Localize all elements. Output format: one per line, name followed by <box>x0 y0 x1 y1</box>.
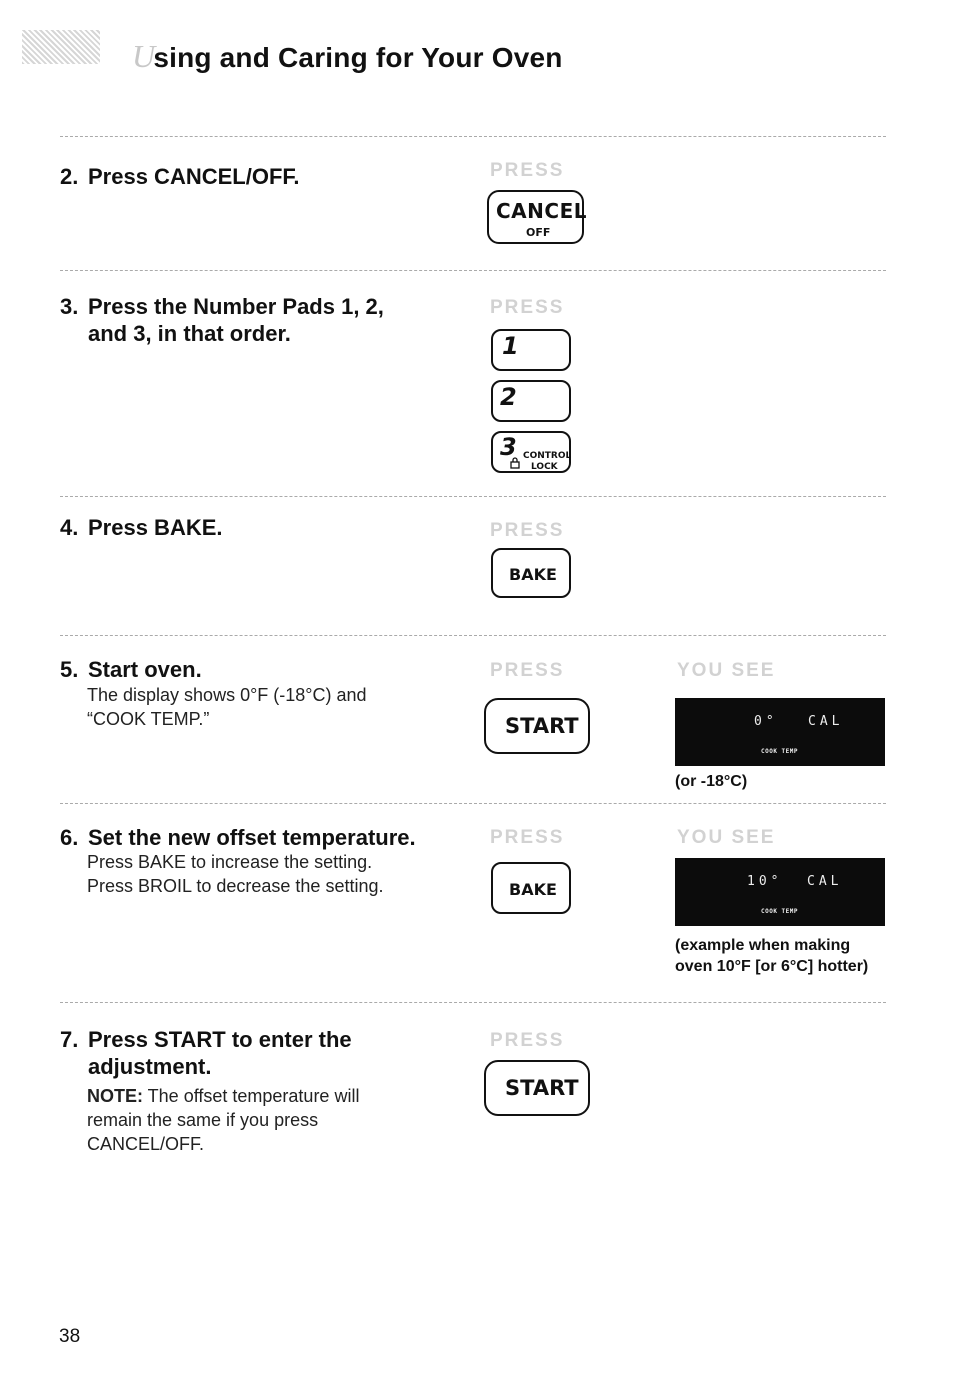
step-7-title: 7. Press START to enter the adjustment. <box>60 1027 352 1079</box>
press-label: PRESS <box>490 160 565 181</box>
off-key-label: OFF <box>526 226 551 239</box>
display-mode: CAL <box>808 714 844 729</box>
step-6-description: Press BAKE to increase the setting. Press BROIL to decrease the setting. <box>87 852 384 896</box>
oven-display-step5 <box>675 698 885 766</box>
divider <box>60 270 886 271</box>
start-key[interactable] <box>484 698 590 754</box>
divider <box>60 803 886 804</box>
display-caption: (or -18°C) <box>675 773 748 790</box>
press-label: PRESS <box>490 827 565 848</box>
number-pad-1[interactable] <box>491 329 571 371</box>
page-title <box>132 38 563 75</box>
display-reading: 10° <box>747 874 783 889</box>
divider <box>60 136 886 137</box>
cancel-off-key[interactable] <box>487 190 587 244</box>
control-label: CONTROL <box>523 451 572 461</box>
display-sublabel: COOK TEMP <box>761 908 799 915</box>
bake-key-label: BAKE <box>509 880 557 899</box>
number-pad-3-control-lock[interactable] <box>491 431 571 473</box>
title-text: sing and Caring for Your Oven <box>153 42 563 73</box>
start-key[interactable] <box>484 1060 590 1116</box>
divider <box>60 635 886 636</box>
display-reading: 0° <box>754 714 778 729</box>
page-number: 38 <box>59 1326 81 1347</box>
start-key-label: START <box>505 1076 579 1100</box>
number-pad-2[interactable] <box>491 380 571 422</box>
bake-key[interactable] <box>491 862 571 914</box>
divider <box>60 1002 886 1003</box>
lock-icon <box>510 457 520 469</box>
display-mode: CAL <box>807 874 843 889</box>
step-5-description: The display shows 0°F (-18°C) and “COOK TEMP.” <box>87 685 367 729</box>
lock-label: LOCK <box>531 462 558 472</box>
oven-display-step6 <box>675 858 885 926</box>
press-label: PRESS <box>490 660 565 681</box>
header-decoration <box>22 30 100 64</box>
you-see-label: YOU SEE <box>677 660 776 681</box>
you-see-label: YOU SEE <box>677 827 776 848</box>
press-label: PRESS <box>490 520 565 541</box>
step-7-note: NOTE: The offset temperature will remain the same if you press CANCEL/OFF. <box>87 1086 360 1154</box>
number-pad-1-label: 1 <box>502 332 519 360</box>
bake-key-label: BAKE <box>509 565 557 584</box>
step-5-title: 5. Start oven. <box>60 657 202 682</box>
bake-key[interactable] <box>491 548 571 598</box>
title-initial: U <box>132 38 156 74</box>
number-pad-3-label: 3 <box>500 433 517 461</box>
display-sublabel: COOK TEMP <box>761 748 799 755</box>
step-6-title: 6. Set the new offset temperature. <box>60 825 416 850</box>
start-key-label: START <box>505 714 579 738</box>
number-pad-2-label: 2 <box>500 383 517 411</box>
divider <box>60 496 886 497</box>
press-label: PRESS <box>490 297 565 318</box>
step-4-title: 4. Press BAKE. <box>60 515 223 540</box>
step-3-title: 3. Press the Number Pads 1, 2, and 3, in that order. <box>60 294 384 346</box>
cancel-key-label: CANCEL <box>496 199 587 223</box>
step-2-title: 2. Press CANCEL/OFF. <box>60 164 300 189</box>
press-label: PRESS <box>490 1030 565 1051</box>
display-caption: (example when making oven 10°F [or 6°C] hotter) <box>675 937 869 975</box>
